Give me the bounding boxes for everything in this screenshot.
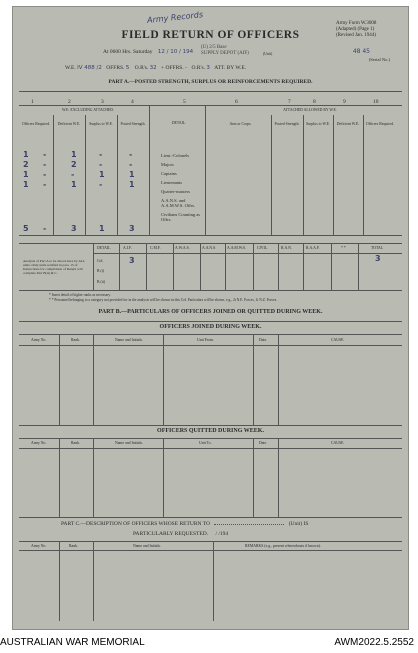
quitted-header: CAUSE.: [331, 441, 345, 445]
col-surplus: Surplus to W.E.: [89, 122, 113, 126]
analysis-header: CIVIL.: [257, 246, 269, 250]
column-number: 9: [343, 99, 346, 105]
col-arm-corps: Arm or Corps.: [229, 122, 252, 126]
part-c-header: Name and Initials.: [133, 544, 161, 548]
form-title: FIELD RETURN OF OFFICERS: [121, 29, 300, 41]
rank-label: Lieut.-Colonels: [161, 153, 190, 158]
col-surplus-att: Surplus to W.E.: [306, 122, 330, 126]
form-number-line: Army Form W.3008: [336, 21, 377, 26]
unit-blank: [214, 524, 284, 525]
entry-cell: 1: [71, 150, 77, 159]
col-officers-required-att: Officers Required.: [365, 122, 395, 126]
column-rule: [119, 243, 120, 290]
total-cell: 3: [71, 224, 77, 233]
total-value: 3: [375, 254, 381, 263]
analysis-row: Col.: [97, 259, 104, 263]
column-rule: [93, 243, 94, 290]
at-hrs-label: At 0600 Hrs. Saturday: [103, 49, 153, 55]
joined-header: Army No.: [31, 338, 47, 342]
quitted-header: Rank.: [71, 441, 80, 445]
quitted-header: Date.: [259, 441, 268, 445]
column-number: 2: [68, 99, 71, 105]
form-number-line: (Revised Jan. 1944): [336, 33, 376, 38]
divider: [19, 290, 402, 291]
requested-label: PARTICULARLY REQUESTED.: [133, 531, 209, 537]
column-rule: [333, 115, 334, 235]
divider: [93, 253, 402, 254]
entry-cell: -: [43, 180, 47, 189]
quitted-title: OFFICERS QUITTED DURING WEEK.: [157, 428, 264, 434]
we-value: IV 488 /2: [77, 65, 102, 71]
column-rule: [205, 105, 206, 235]
divider: [19, 91, 402, 92]
analysis-header: A.A.M.W.S.: [227, 246, 246, 250]
part-c-title: PART C.—DESCRIPTION OF OFFICERS WHOSE RETURN TO: [61, 521, 210, 527]
attached-header: ATTACHED ALLOWED BY W.E.: [283, 108, 337, 112]
column-rule: [163, 438, 164, 517]
entry-cell: 1: [129, 180, 135, 189]
divider: [19, 438, 402, 439]
entry-cell: -: [99, 180, 103, 189]
column-rule: [358, 243, 359, 290]
entry-cell: -: [129, 150, 133, 159]
entry-cell: 2: [23, 160, 29, 169]
divider: [19, 541, 402, 542]
entry-cell: -: [43, 150, 47, 159]
column-rule: [278, 243, 279, 290]
entry-cell: 1: [23, 180, 29, 189]
form-number-line: (Adapted) (Page 1): [336, 27, 375, 32]
total-cell: -: [43, 224, 47, 233]
rank-label: Lieutenants: [161, 180, 182, 185]
date-entry: 12 / 10 / 194: [157, 49, 194, 55]
column-number: 5: [183, 99, 186, 105]
entry-cell: -: [129, 160, 133, 169]
joined-title: OFFICERS JOINED DURING WEEK.: [159, 324, 262, 330]
att-label: ATT. BY W.E.: [214, 65, 247, 71]
total-cell: 3: [129, 224, 135, 233]
column-rule: [93, 438, 94, 517]
divider: [19, 321, 402, 322]
entry-cell: 1: [99, 170, 105, 179]
analysis-header: A.A.N.S.: [202, 246, 217, 250]
rank-label: Captains: [161, 171, 177, 176]
rank-label: A.A.N.S. and A.A.M.W.S. Offrs.: [161, 198, 196, 208]
quitted-header: Name and Initials.: [115, 441, 143, 445]
analysis-header: * *: [341, 246, 346, 250]
serial-label: (Serial No.): [368, 57, 390, 62]
divider: [19, 243, 402, 244]
we-label: W.E.: [65, 65, 76, 71]
field-return-form: [12, 6, 409, 630]
part-a-title: PART A.—POSTED STRENGTH, SURPLUS OR REINFORCEMENTS REQUIRED.: [108, 79, 313, 85]
col-posted-att: Posted Strength.: [274, 122, 300, 126]
column-rule: [331, 243, 332, 290]
divider: [19, 550, 402, 551]
plus-offrs-value: -: [185, 65, 188, 71]
column-number: 10: [373, 99, 379, 105]
column-rule: [163, 334, 164, 425]
col-deficient: Deficient W.E.: [57, 122, 81, 126]
column-rule: [117, 115, 118, 235]
total-cell: 5: [23, 224, 29, 233]
joined-header: Name and Initials.: [115, 338, 143, 342]
column-rule: [253, 334, 254, 425]
rank-label: Civilians Counting as Offrs.: [161, 212, 201, 222]
part-c-header: Army No.: [31, 544, 47, 548]
analysis-header: C.M.F.: [150, 246, 161, 250]
joined-header: Unit From.: [197, 338, 214, 342]
col-posted: Posted Strength.: [120, 122, 146, 126]
offrs-value: 5: [125, 65, 130, 71]
time-line: [103, 49, 193, 55]
entry-cell: 1: [71, 180, 77, 189]
offrs-label: OFFRS.: [106, 65, 125, 71]
column-rule: [59, 438, 60, 517]
quitted-header: Army No.: [31, 441, 47, 445]
unit-stamp: (U) 2/5 Base SUPPLY DEPOT (AIF): [201, 45, 249, 56]
divider: [19, 448, 402, 449]
column-rule: [200, 243, 201, 290]
column-rule: [59, 334, 60, 425]
requested-date: / /194: [215, 531, 229, 537]
analysis-header: A.W.A.S.: [175, 246, 190, 250]
part-c-unit-label: (Unit) IS: [288, 521, 309, 527]
column-rule: [173, 243, 174, 290]
column-number: 7: [288, 99, 291, 105]
column-rule: [93, 541, 94, 621]
archive-credit: AUSTRALIAN WAR MEMORIAL: [0, 637, 145, 648]
entry-cell: 1: [129, 170, 135, 179]
divider: [19, 235, 402, 236]
analysis-header: A.I.F.: [123, 246, 132, 250]
analysis-header: R.A.N.: [281, 246, 292, 250]
analysis-header: DETAIL: [97, 246, 111, 250]
detail-header: DETAIL.: [171, 121, 187, 125]
entry-cell: -: [71, 170, 75, 179]
column-rule: [59, 541, 60, 621]
rank-label: Majors: [161, 162, 174, 167]
unit-label: (Unit): [263, 52, 273, 56]
joined-header: Rank.: [71, 338, 80, 342]
analysis-instructions: Analysis of Part A to be shown here by ALL units. Only units notified in para. 15 of Instructions for compilation of Return will complete Part B(ii) & C.: [23, 259, 85, 275]
column-rule: [278, 438, 279, 517]
column-rule: [303, 115, 304, 235]
column-rule: [253, 438, 254, 517]
ors-value: 32: [149, 65, 157, 71]
entry-cell: 2: [71, 160, 77, 169]
entry-cell: -: [99, 160, 103, 169]
aif-value: 3: [129, 256, 135, 265]
joined-header: CAUSE.: [331, 338, 345, 342]
divider: [19, 345, 402, 346]
we-excluding-header: W.E. EXCLUDING ATTACHED.: [62, 108, 114, 112]
entry-cell: -: [43, 170, 47, 179]
part-c-header: REMARKS (e.g., present whereabouts if known).: [245, 544, 321, 548]
divider: [19, 105, 402, 106]
column-rule: [253, 243, 254, 290]
column-number: 1: [31, 99, 34, 105]
handwritten-note: Army Records: [146, 10, 204, 25]
column-rule: [225, 243, 226, 290]
column-rule: [53, 115, 54, 235]
footnote: * * Personnel belonging to a category not provided for in the analysis will be shown in this Col. Particulars will be shown, e.g., 2t N.E. Forces, 1t N.Z. Forces.: [49, 298, 278, 302]
accession-number: AWM2022.5.2552: [334, 637, 414, 648]
col-deficient-att: Deficient W.E.: [336, 122, 360, 126]
part-c-requested-line: [133, 531, 228, 537]
we-line: [65, 65, 246, 71]
ors-label: O.R's.: [134, 65, 149, 71]
quitted-header: Unit To.: [199, 441, 212, 445]
analysis-header: R.A.A.F.: [306, 246, 320, 250]
column-rule: [93, 334, 94, 425]
part-c-title-line: [61, 521, 308, 527]
column-rule: [149, 105, 150, 235]
column-rule: [363, 115, 364, 235]
ors2-label: O.R's.: [191, 65, 205, 71]
column-rule: [213, 541, 214, 621]
col-officers-required: Officers Required.: [21, 122, 51, 126]
part-c-header: Rank.: [69, 544, 78, 548]
analysis-row: B (ii): [97, 280, 106, 284]
entry-cell: 1: [23, 170, 29, 179]
part-b-title: PART B.—PARTICULARS OF OFFICERS JOINED OR QUITTED DURING WEEK.: [98, 309, 323, 315]
entry-cell: 1: [23, 150, 29, 159]
column-number: 6: [235, 99, 238, 105]
analysis-row: B (i): [97, 269, 105, 273]
column-number: 3: [101, 99, 104, 105]
joined-header: Date.: [259, 338, 268, 342]
analysis-header: TOTAL: [371, 246, 384, 250]
total-cell: 1: [99, 224, 105, 233]
divider: [19, 425, 402, 426]
entry-cell: -: [99, 150, 103, 159]
serial-number: 48 45: [352, 48, 370, 55]
footnote: * Insert detail of higher ranks as necessary.: [49, 293, 111, 297]
entry-cell: -: [43, 160, 47, 169]
column-rule: [271, 115, 272, 235]
column-rule: [303, 243, 304, 290]
column-rule: [278, 334, 279, 425]
divider: [19, 334, 402, 335]
column-number: 4: [131, 99, 134, 105]
column-rule: [85, 115, 86, 235]
divider: [19, 517, 402, 518]
column-number: 8: [313, 99, 316, 105]
plus-offrs-label: + OFFRS.: [161, 65, 184, 71]
rank-label: Quarter-masters: [161, 189, 190, 194]
ors2-value: 3: [206, 65, 210, 71]
column-rule: [146, 243, 147, 290]
